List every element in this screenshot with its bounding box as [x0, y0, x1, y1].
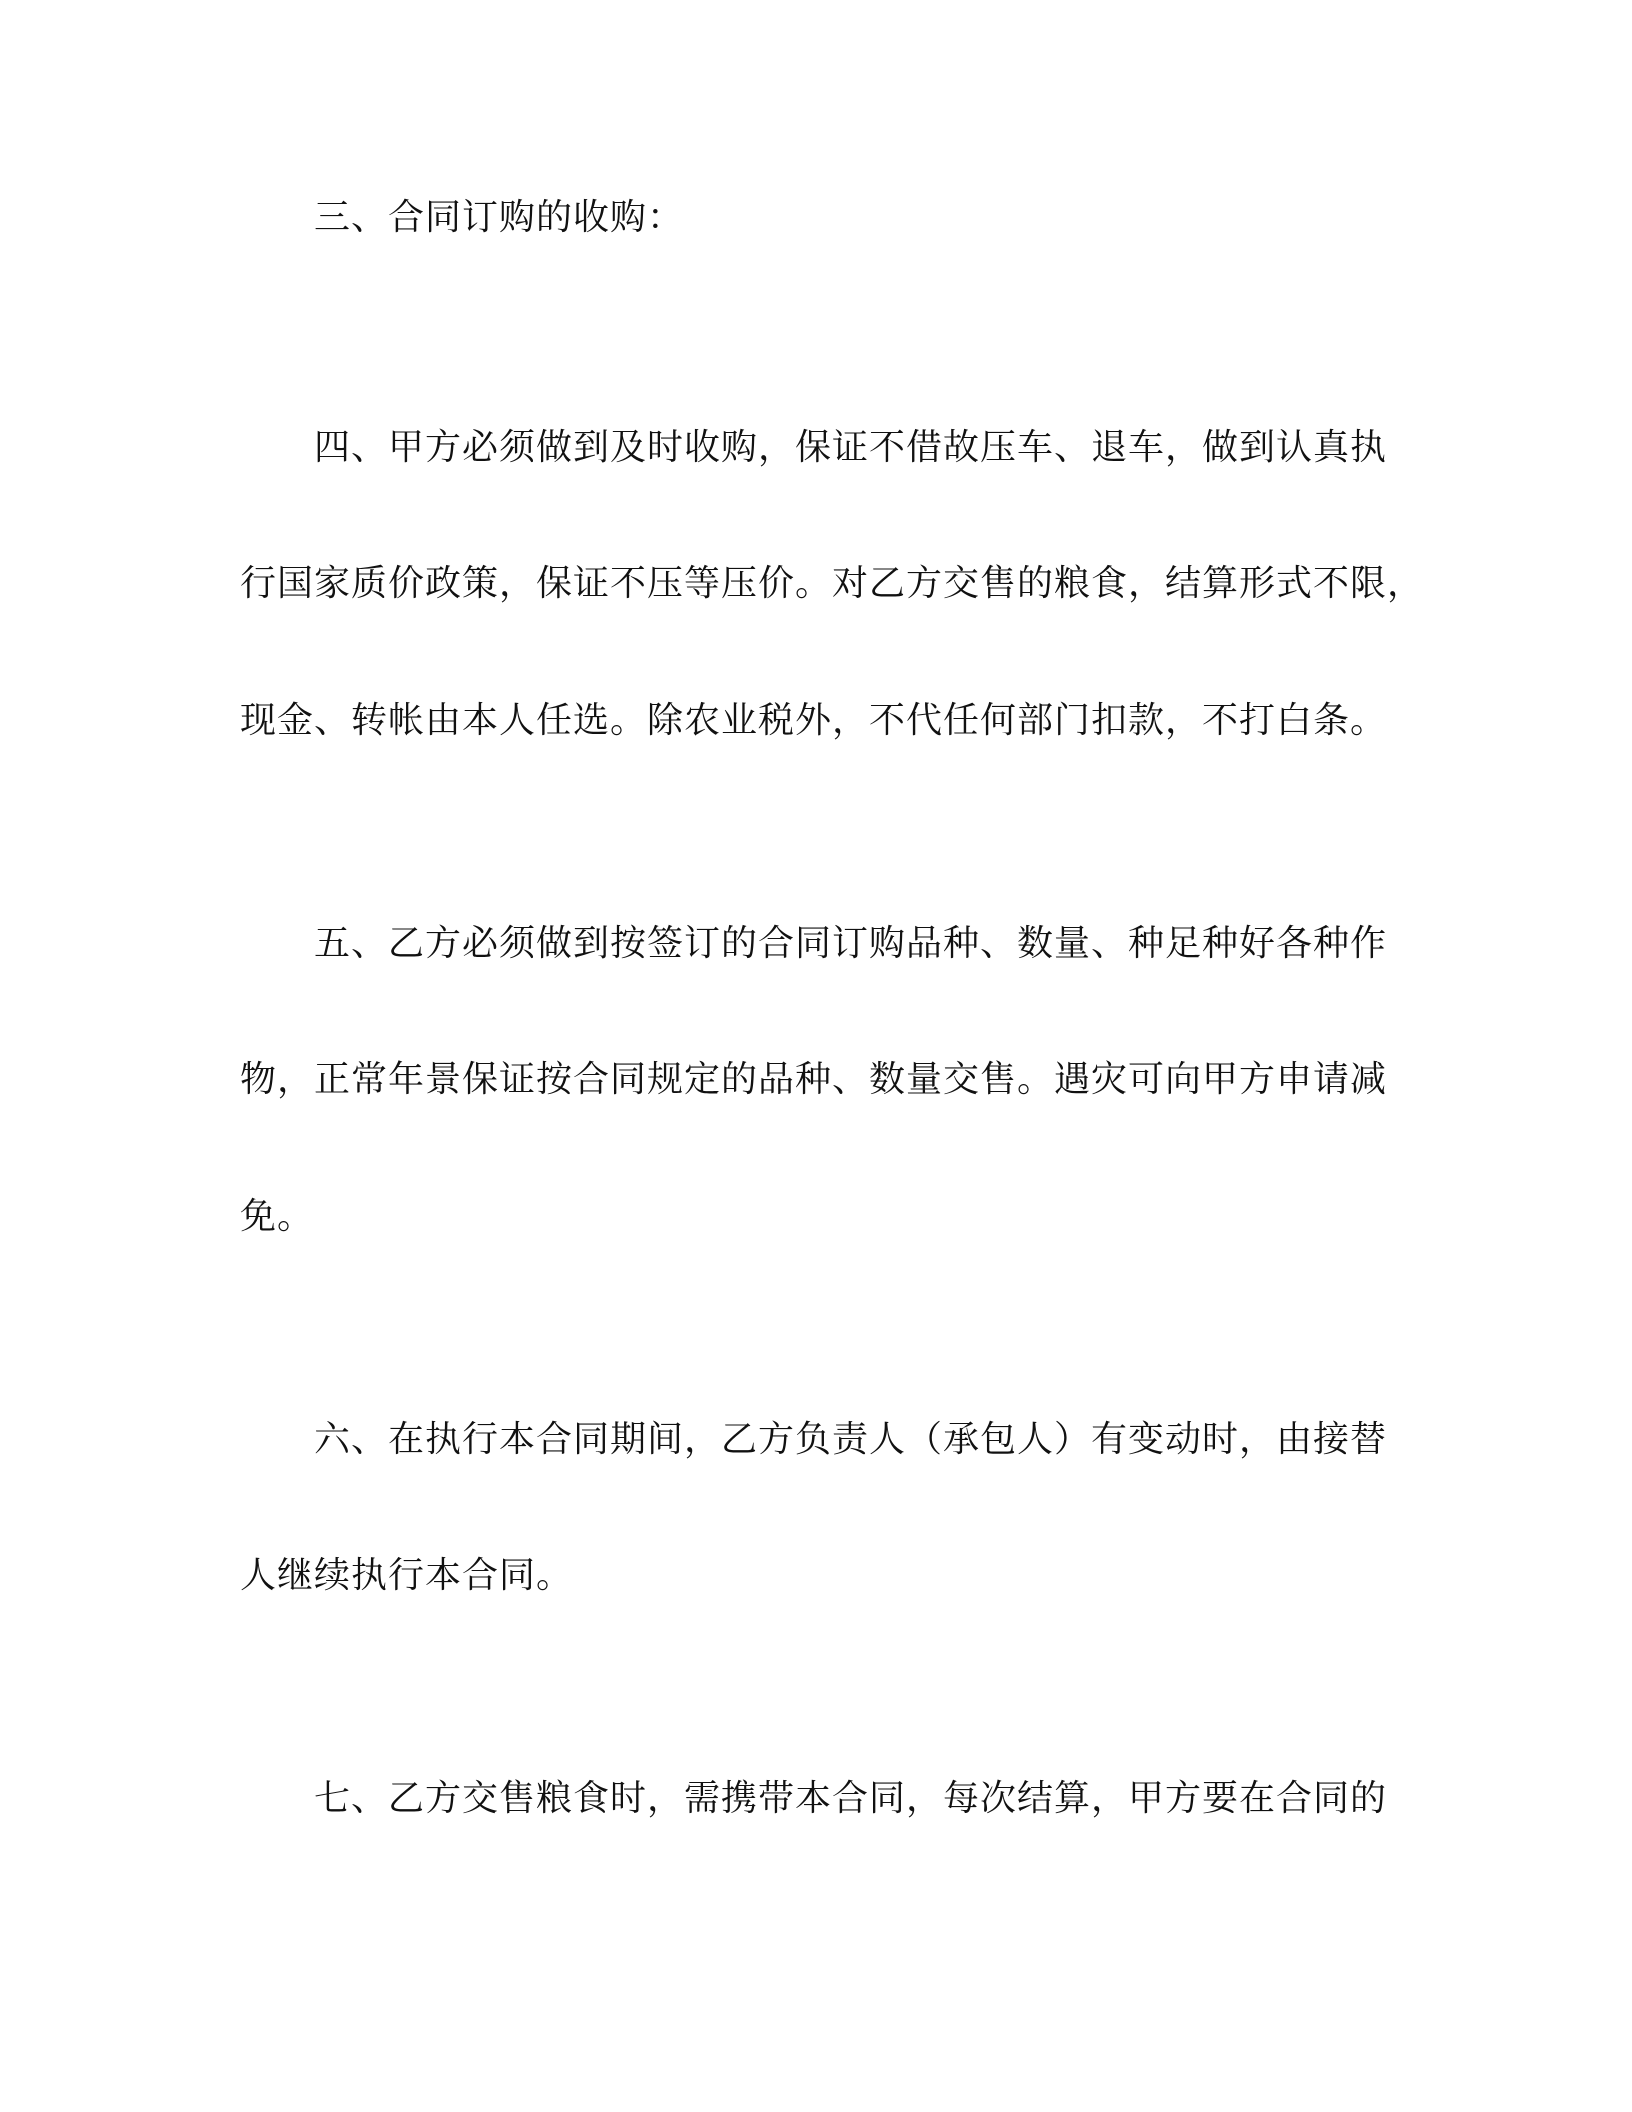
clause-four-line-3: 现金、转帐由本人任选。除农业税外，不代任何部门扣款，不打白条。: [240, 700, 1388, 741]
clause-four-line-2: 行国家质价政策，保证不压等压价。对乙方交售的粮食，结算形式不限，: [240, 563, 1425, 604]
clause-six-line-1: 六、在执行本合同期间，乙方负责人（承包人）有变动时，由接替: [314, 1419, 1388, 1460]
clause-five-line-3: 免。: [240, 1196, 315, 1237]
clause-five-line-2: 物，正常年景保证按合同规定的品种、数量交售。遇灾可向甲方申请减: [240, 1059, 1388, 1100]
clause-six-line-2: 人继续执行本合同。: [240, 1555, 574, 1596]
clause-seven-line-1: 七、乙方交售粮食时，需携带本合同，每次结算，甲方要在合同的: [314, 1778, 1388, 1819]
clause-four-line-1: 四、甲方必须做到及时收购，保证不借故压车、退车，做到认真执: [314, 427, 1388, 468]
clause-five-line-1: 五、乙方必须做到按签订的合同订购品种、数量、种足种好各种作: [314, 923, 1388, 964]
section-three-heading: 三、合同订购的收购：: [314, 197, 685, 238]
